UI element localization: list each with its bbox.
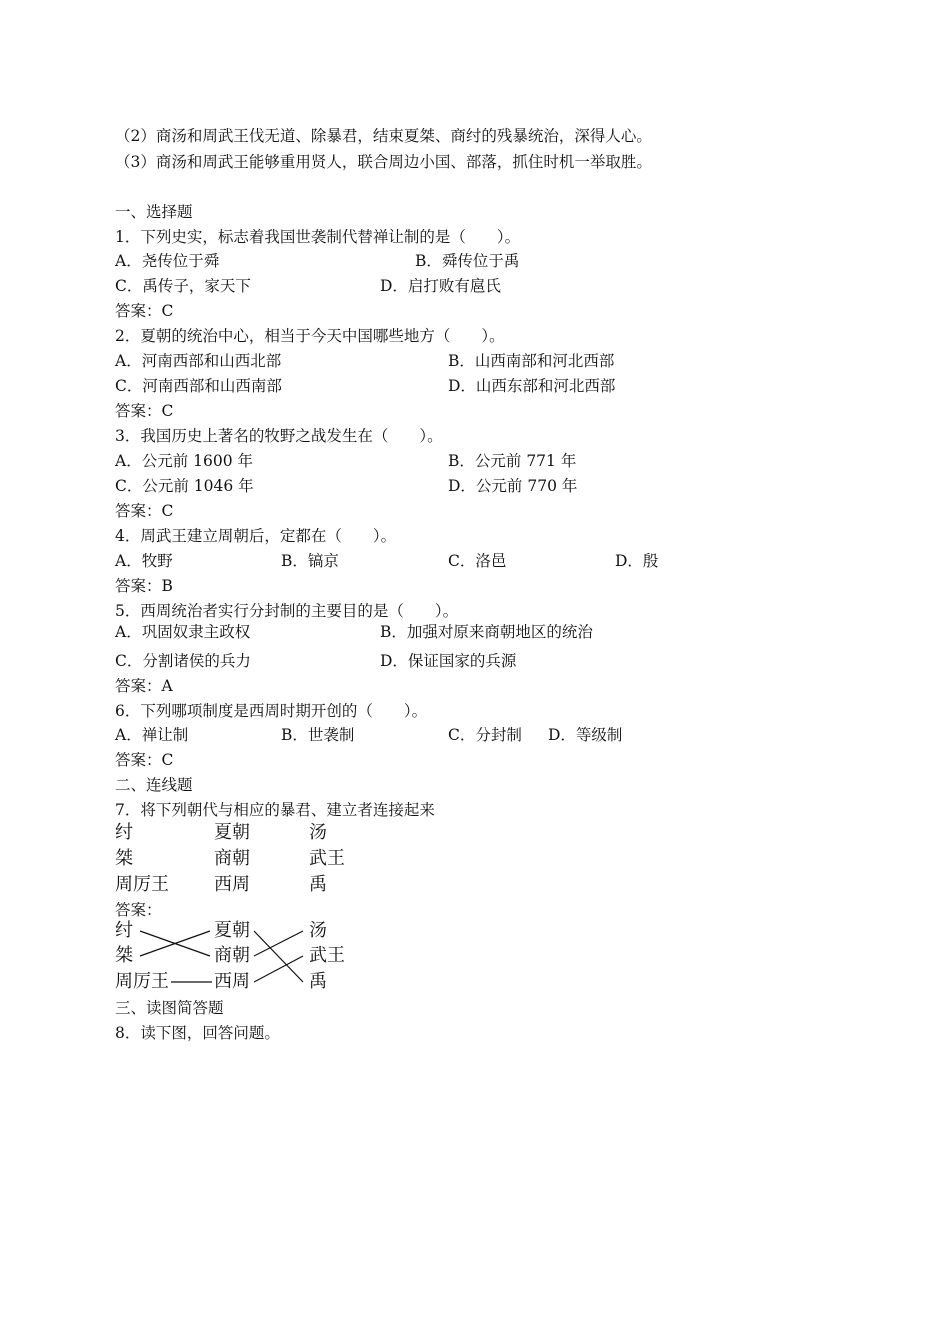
question-2-option-b: B．山西南部和河北西部 xyxy=(448,352,615,370)
answer-tyrant-1: 纣 xyxy=(115,920,133,941)
question-3-option-c: C．公元前 1046 年 xyxy=(115,477,254,495)
question-2-option-d: D．山西东部和河北西部 xyxy=(448,377,616,395)
question-3-option-a: A．公元前 1600 年 xyxy=(115,452,253,470)
question-5-option-c: C．分割诸侯的兵力 xyxy=(115,652,251,670)
dynasty-3: 西周 xyxy=(214,874,250,895)
answer-dynasty-2: 商朝 xyxy=(214,945,250,966)
tyrant-3: 周厉王 xyxy=(115,874,169,895)
question-4-answer: 答案：B xyxy=(115,577,173,595)
question-3-stem: 3．我国历史上著名的牧野之战发生在（ ）。 xyxy=(115,427,443,445)
question-4-stem: 4．周武王建立周朝后，定都在（ ）。 xyxy=(115,527,397,545)
question-5-option-a: A．巩固奴隶主政权 xyxy=(115,623,251,641)
question-1-answer: 答案：C xyxy=(115,302,174,320)
tyrant-2: 桀 xyxy=(115,848,133,869)
question-1-option-c: C．禹传子，家天下 xyxy=(115,277,251,295)
link-xia-yu xyxy=(254,931,303,982)
question-1-stem: 1．下列史实，标志着我国世袭制代替禅让制的是（ ）。 xyxy=(115,228,521,246)
question-4-option-c: C．洛邑 xyxy=(448,552,507,570)
link-shang-tang xyxy=(254,931,303,956)
founder-1: 汤 xyxy=(309,822,327,843)
question-7-stem: 7．将下列朝代与相应的暴君、建立者连接起来 xyxy=(115,801,435,819)
question-4-option-b: B．镐京 xyxy=(281,552,339,570)
question-2-stem: 2．夏朝的统治中心，相当于今天中国哪些地方（ ）。 xyxy=(115,327,505,345)
question-5-option-b: B．加强对原来商朝地区的统治 xyxy=(380,623,593,641)
question-5-option-d: D．保证国家的兵源 xyxy=(380,652,517,670)
question-6-option-b: B．世袭制 xyxy=(281,726,355,744)
section-heading-choice: 一、选择题 xyxy=(115,203,193,221)
tyrant-1: 纣 xyxy=(115,822,133,843)
section-heading-map: 三、读图简答题 xyxy=(115,999,224,1017)
link-xizhou-wuwang xyxy=(254,956,303,982)
question-6-option-a: A．禅让制 xyxy=(115,726,189,744)
question-3-answer: 答案：C xyxy=(115,502,174,520)
question-3-option-b: B．公元前 771 年 xyxy=(448,452,577,470)
intro-line-1: （2）商汤和周武王伐无道、除暴君，结束夏桀、商纣的残暴统治，深得人心。 xyxy=(115,127,652,145)
section-heading-matching: 二、连线题 xyxy=(115,776,193,794)
answer-dynasty-3: 西周 xyxy=(214,971,250,992)
question-6-option-c: C．分封制 xyxy=(448,726,522,744)
answer-founder-1: 汤 xyxy=(309,920,327,941)
question-1-option-d: D．启打败有扈氏 xyxy=(380,277,501,295)
answer-tyrant-3: 周厉王 xyxy=(115,971,169,992)
question-2-option-c: C．河南西部和山西南部 xyxy=(115,377,282,395)
question-1-option-a: A．尧传位于舜 xyxy=(115,252,220,270)
answer-tyrant-2: 桀 xyxy=(115,945,133,966)
answer-founder-3: 禹 xyxy=(309,971,327,992)
founder-2: 武王 xyxy=(309,848,345,869)
dynasty-1: 夏朝 xyxy=(214,822,250,843)
answer-founder-2: 武王 xyxy=(309,945,345,966)
question-4-option-a: A．牧野 xyxy=(115,552,173,570)
founder-3: 禹 xyxy=(309,874,327,895)
dynasty-2: 商朝 xyxy=(214,848,250,869)
question-5-stem: 5．西周统治者实行分封制的主要目的是（ ）。 xyxy=(115,602,459,620)
answer-dynasty-1: 夏朝 xyxy=(214,920,250,941)
question-2-option-a: A．河南西部和山西北部 xyxy=(115,352,282,370)
question-8-stem: 8．读下图，回答问题。 xyxy=(115,1024,280,1042)
question-6-answer: 答案：C xyxy=(115,751,174,769)
question-1-option-b: B．舜传位于禹 xyxy=(415,252,520,270)
question-2-answer: 答案：C xyxy=(115,402,174,420)
question-5-answer: 答案：A xyxy=(115,677,173,695)
question-7-answer-label: 答案： xyxy=(115,901,162,919)
question-3-option-d: D．公元前 770 年 xyxy=(448,477,578,495)
intro-line-2: （3）商汤和周武王能够重用贤人，联合周边小国、部落，抓住时机一举取胜。 xyxy=(115,153,652,171)
question-4-option-d: D．殷 xyxy=(615,552,659,570)
question-6-stem: 6．下列哪项制度是西周时期开创的（ ）。 xyxy=(115,702,428,720)
question-6-option-d: D．等级制 xyxy=(548,726,623,744)
